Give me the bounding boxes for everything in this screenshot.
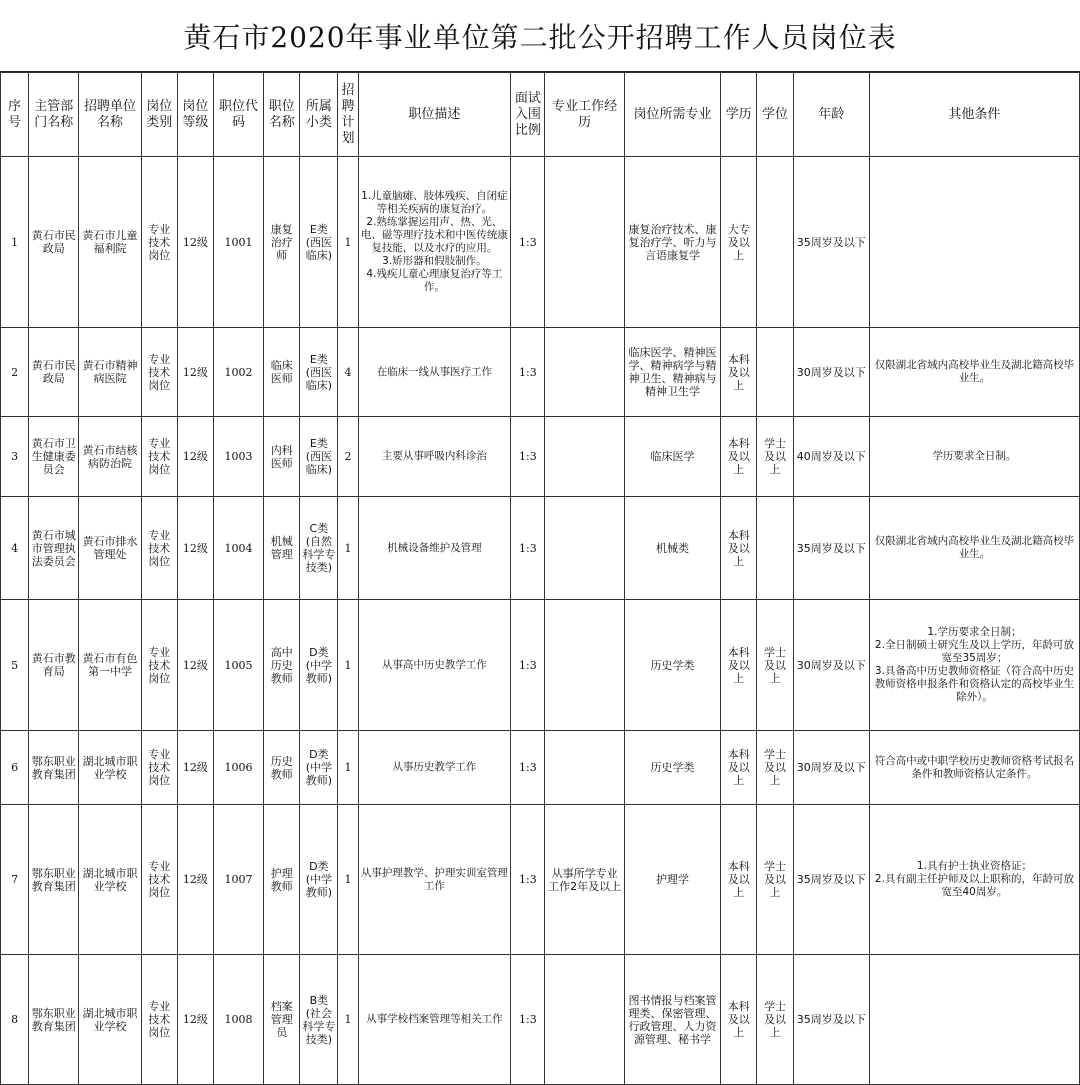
- plan-cell: 1: [338, 497, 358, 600]
- grade-cell: 12级: [177, 600, 213, 731]
- table-row: [1, 731, 1080, 805]
- position-cell: 档案管理员: [264, 955, 300, 1085]
- unit-cell: 黄石市有色第一中学: [79, 600, 141, 731]
- table-row: [1, 805, 1080, 955]
- seq-cell: 7: [1, 805, 29, 955]
- dept-cell: 鄂东职业教育集团: [29, 955, 79, 1085]
- category-cell: 专业技术岗位: [141, 328, 177, 417]
- ratio-cell: 1:3: [511, 955, 545, 1085]
- seq-cell: 2: [1, 328, 29, 417]
- education-cell: 本科及以上: [721, 328, 757, 417]
- dept-cell: 鄂东职业教育集团: [29, 731, 79, 805]
- degree-cell: [757, 328, 793, 417]
- seq-cell: 3: [1, 417, 29, 497]
- other-conditions-cell: [869, 417, 1079, 497]
- description-cell-line: 4.残疾儿童心理康复治疗等工作。: [366, 268, 503, 293]
- table-row: [1, 955, 1080, 1085]
- category-cell: 专业技术岗位: [141, 805, 177, 955]
- other-conditions-cell: [869, 805, 1079, 955]
- code-cell: 1002: [213, 328, 263, 417]
- code-cell: 1005: [213, 600, 263, 731]
- code-cell: 1003: [213, 417, 263, 497]
- code-cell: 1008: [213, 955, 263, 1085]
- description-cell: [358, 805, 511, 955]
- category-cell: 专业技术岗位: [141, 731, 177, 805]
- description-cell: [358, 157, 511, 328]
- description-cell: [358, 731, 511, 805]
- experience-cell: [545, 497, 624, 600]
- header-cell: 专业工作经历: [545, 73, 624, 157]
- major-cell: 图书情报与档案管理类、保密管理、行政管理、人力资源管理、秘书学: [624, 955, 720, 1085]
- dept-cell: 黄石市民政局: [29, 157, 79, 328]
- header-cell: 职位名称: [264, 73, 300, 157]
- unit-cell: 湖北城市职业学校: [79, 731, 141, 805]
- description-cell-line: 主要从事呼吸内科诊治: [381, 450, 487, 462]
- description-cell: [358, 417, 511, 497]
- other-conditions-cell-line: 仅限湖北省域内高校毕业生及湖北籍高校毕业生。: [874, 359, 1075, 384]
- subclass-cell: C类(自然科学专技类): [300, 497, 338, 600]
- grade-cell: 12级: [177, 731, 213, 805]
- experience-cell: [545, 157, 624, 328]
- header-cell: 其他条件: [869, 73, 1079, 157]
- major-cell: 护理学: [624, 805, 720, 955]
- grade-cell: 12级: [177, 328, 213, 417]
- dept-cell: 黄石市卫生健康委员会: [29, 417, 79, 497]
- seq-cell: 4: [1, 497, 29, 600]
- description-cell: [358, 328, 511, 417]
- header-cell: 职位代码: [213, 73, 263, 157]
- position-cell: 高中历史教师: [264, 600, 300, 731]
- table-header-row: [1, 73, 1080, 157]
- education-cell: 本科及以上: [721, 417, 757, 497]
- category-cell: 专业技术岗位: [141, 157, 177, 328]
- education-cell: 本科及以上: [721, 600, 757, 731]
- dept-cell: 黄石市教育局: [29, 600, 79, 731]
- major-cell: 临床医学: [624, 417, 720, 497]
- ratio-cell: 1:3: [511, 497, 545, 600]
- grade-cell: 12级: [177, 805, 213, 955]
- plan-cell: 1: [338, 157, 358, 328]
- grade-cell: 12级: [177, 955, 213, 1085]
- plan-cell: 1: [338, 805, 358, 955]
- degree-cell: [757, 497, 793, 600]
- unit-cell: 黄石市结核病防治院: [79, 417, 141, 497]
- code-cell: 1004: [213, 497, 263, 600]
- ratio-cell: 1:3: [511, 805, 545, 955]
- experience-cell: [545, 328, 624, 417]
- description-cell: [358, 497, 511, 600]
- education-cell: 本科及以上: [721, 497, 757, 600]
- table-row: [1, 497, 1080, 600]
- dept-cell: 黄石市城市管理执法委员会: [29, 497, 79, 600]
- age-cell: 30周岁及以下: [793, 600, 869, 731]
- header-cell: 主管部门名称: [29, 73, 79, 157]
- subclass-cell: B类(社会科学专技类): [300, 955, 338, 1085]
- page-title: 黄石市2020年事业单位第二批公开招聘工作人员岗位表: [0, 0, 1080, 72]
- ratio-cell: 1:3: [511, 328, 545, 417]
- education-cell: 本科及以上: [721, 805, 757, 955]
- header-cell: 学历: [721, 73, 757, 157]
- unit-cell: 黄石市排水管理处: [79, 497, 141, 600]
- degree-cell: 学士及以上: [757, 731, 793, 805]
- table-row: [1, 157, 1080, 328]
- table-row: [1, 417, 1080, 497]
- header-cell: 岗位类别: [141, 73, 177, 157]
- code-cell: 1007: [213, 805, 263, 955]
- header-cell: 招聘单位名称: [79, 73, 141, 157]
- seq-cell: 5: [1, 600, 29, 731]
- category-cell: 专业技术岗位: [141, 955, 177, 1085]
- other-conditions-cell: [869, 600, 1079, 731]
- education-cell: 本科及以上: [721, 955, 757, 1085]
- major-cell: 机械类: [624, 497, 720, 600]
- other-conditions-cell-line: 2.具有副主任护师及以上职称的，年龄可放宽至40周岁。: [874, 873, 1074, 898]
- dept-cell: 黄石市民政局: [29, 328, 79, 417]
- dept-cell: 鄂东职业教育集团: [29, 805, 79, 955]
- age-cell: 35周岁及以下: [793, 955, 869, 1085]
- job-table: [0, 72, 1080, 1085]
- other-conditions-cell-line: 3.具备高中历史教师资格证（符合高中历史教师资格申报条件和资格认定的高校毕业生除外）。: [874, 665, 1075, 703]
- seq-cell: 1: [1, 157, 29, 328]
- ratio-cell: 1:3: [511, 417, 545, 497]
- education-cell: 本科及以上: [721, 731, 757, 805]
- code-cell: 1006: [213, 731, 263, 805]
- unit-cell: 黄石市精神病医院: [79, 328, 141, 417]
- other-conditions-cell: [869, 328, 1079, 417]
- other-conditions-cell-line: 符合高中或中职学校历史教师资格考试报名条件和教师资格认定条件。: [874, 754, 1075, 780]
- position-cell: 机械管理: [264, 497, 300, 600]
- grade-cell: 12级: [177, 157, 213, 328]
- plan-cell: 2: [338, 417, 358, 497]
- major-cell: 康复治疗技术、康复治疗学、听力与言语康复学: [624, 157, 720, 328]
- header-cell: 岗位所需专业: [624, 73, 720, 157]
- seq-cell: 8: [1, 955, 29, 1085]
- other-conditions-cell-line: 1.具有护士执业资格证；: [916, 860, 1032, 872]
- other-conditions-cell: [869, 497, 1079, 600]
- ratio-cell: 1:3: [511, 157, 545, 328]
- description-cell-line: 从事护理教学、护理实训室管理工作: [360, 866, 508, 892]
- header-cell: 序号: [1, 73, 29, 157]
- table-row: [1, 600, 1080, 731]
- grade-cell: 12级: [177, 497, 213, 600]
- description-cell-line: 机械设备维护及管理: [387, 541, 482, 554]
- unit-cell: 湖北城市职业学校: [79, 805, 141, 955]
- subclass-cell: E类(西医临床): [300, 157, 338, 328]
- position-cell: 护理教师: [264, 805, 300, 955]
- header-cell: 招聘计划: [338, 73, 358, 157]
- position-cell: 历史教师: [264, 731, 300, 805]
- age-cell: 35周岁及以下: [793, 805, 869, 955]
- plan-cell: 1: [338, 731, 358, 805]
- age-cell: 30周岁及以下: [793, 731, 869, 805]
- description-cell-line: 从事高中历史教学工作: [381, 658, 487, 671]
- other-conditions-cell: [869, 157, 1079, 328]
- code-cell: 1001: [213, 157, 263, 328]
- description-cell-line: 3.矫形器和假肢制作。: [382, 255, 487, 267]
- degree-cell: 学士及以上: [757, 600, 793, 731]
- header-cell: 学位: [757, 73, 793, 157]
- position-cell: 内科医师: [264, 417, 300, 497]
- header-cell: 职位描述: [358, 73, 511, 157]
- table-row: [1, 328, 1080, 417]
- unit-cell: 湖北城市职业学校: [79, 955, 141, 1085]
- major-cell: 历史学类: [624, 600, 720, 731]
- subclass-cell: D类(中学教师): [300, 731, 338, 805]
- header-cell: 年龄: [793, 73, 869, 157]
- description-cell-line: 1.儿童脑瘫、肢体残疾、自闭症等相关疾病的康复治疗。: [361, 190, 508, 215]
- degree-cell: 学士及以上: [757, 417, 793, 497]
- description-cell-line: 在临床一线从事医疗工作: [376, 365, 493, 378]
- other-conditions-cell-line: 仅限湖北省域内高校毕业生及湖北籍高校毕业生。: [874, 535, 1075, 560]
- subclass-cell: E类(西医临床): [300, 328, 338, 417]
- degree-cell: 学士及以上: [757, 805, 793, 955]
- degree-cell: 学士及以上: [757, 955, 793, 1085]
- age-cell: 35周岁及以下: [793, 157, 869, 328]
- experience-cell: [545, 955, 624, 1085]
- description-cell-line: 从事学校档案管理等相关工作: [366, 1013, 503, 1025]
- ratio-cell: 1:3: [511, 731, 545, 805]
- other-conditions-cell-line: 1.学历要求全日制；: [927, 626, 1022, 638]
- major-cell: 临床医学、精神医学、精神病学与精神卫生、精神病与精神卫生学: [624, 328, 720, 417]
- category-cell: 专业技术岗位: [141, 417, 177, 497]
- subclass-cell: E类(西医临床): [300, 417, 338, 497]
- subclass-cell: D类(中学教师): [300, 600, 338, 731]
- degree-cell: [757, 157, 793, 328]
- major-cell: 历史学类: [624, 731, 720, 805]
- category-cell: 专业技术岗位: [141, 600, 177, 731]
- experience-cell: [545, 417, 624, 497]
- experience-cell: [545, 731, 624, 805]
- plan-cell: 4: [338, 328, 358, 417]
- seq-cell: 6: [1, 731, 29, 805]
- unit-cell: 黄石市儿童福利院: [79, 157, 141, 328]
- plan-cell: 1: [338, 600, 358, 731]
- header-cell: 所属小类: [300, 73, 338, 157]
- other-conditions-cell-line: 2.全日制硕士研究生及以上学历，年龄可放宽至35周岁；: [874, 639, 1074, 664]
- description-cell-line: 2.熟练掌握运用声、热、光、电、磁等理疗技术和中医传统康复技能，以及水疗的应用。: [360, 216, 508, 254]
- header-cell: 面试入围比例: [511, 73, 545, 157]
- description-cell: [358, 955, 511, 1085]
- subclass-cell: D类(中学教师): [300, 805, 338, 955]
- experience-cell: 从事所学专业工作2年及以上: [545, 805, 624, 955]
- grade-cell: 12级: [177, 417, 213, 497]
- description-cell-line: 从事历史教学工作: [392, 761, 477, 773]
- category-cell: 专业技术岗位: [141, 497, 177, 600]
- position-cell: 康复治疗师: [264, 157, 300, 328]
- header-cell: 岗位等级: [177, 73, 213, 157]
- other-conditions-cell: [869, 731, 1079, 805]
- education-cell: 大专及以上: [721, 157, 757, 328]
- age-cell: 30周岁及以下: [793, 328, 869, 417]
- position-cell: 临床医师: [264, 328, 300, 417]
- age-cell: 35周岁及以下: [793, 497, 869, 600]
- ratio-cell: 1:3: [511, 600, 545, 731]
- experience-cell: [545, 600, 624, 731]
- other-conditions-cell: [869, 955, 1079, 1085]
- age-cell: 40周岁及以下: [793, 417, 869, 497]
- other-conditions-cell-line: 学历要求全日制。: [932, 450, 1017, 462]
- plan-cell: 1: [338, 955, 358, 1085]
- description-cell: [358, 600, 511, 731]
